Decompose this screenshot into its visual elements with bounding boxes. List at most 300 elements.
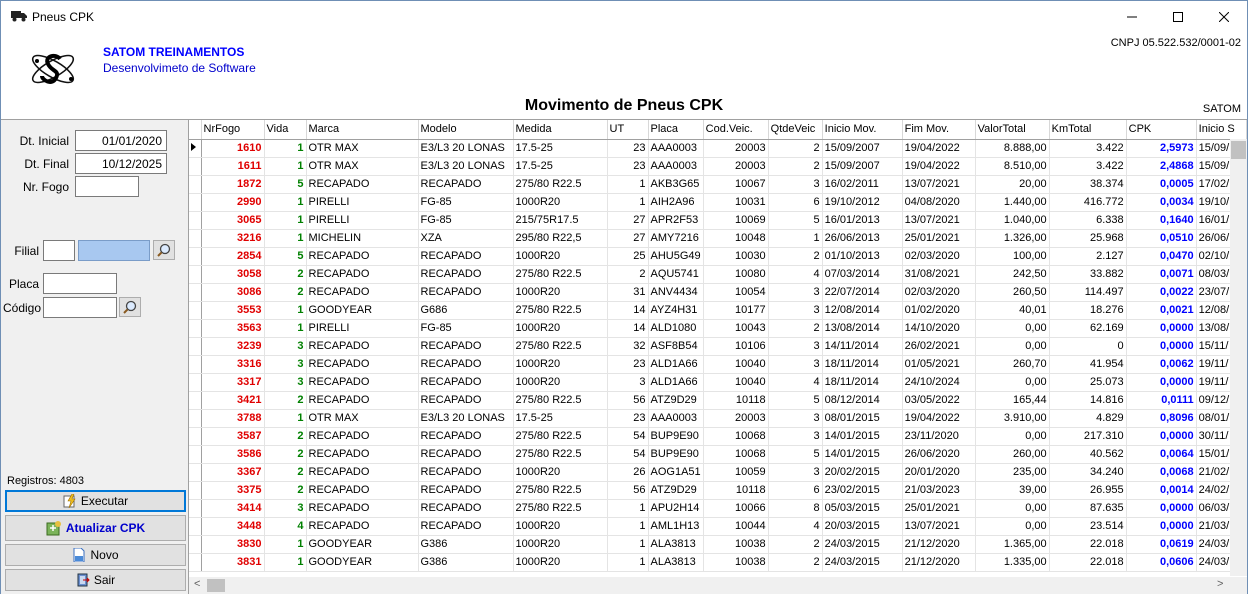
horizontal-scrollbar[interactable] — [189, 577, 1247, 594]
row-indicator[interactable] — [189, 409, 201, 427]
cell-inicio-s[interactable]: 23/07/ — [1196, 283, 1246, 301]
minimize-button[interactable] — [1109, 1, 1155, 33]
cell-inicio-mov[interactable]: 24/03/2015 — [822, 553, 902, 571]
cell-ut[interactable]: 25 — [607, 247, 648, 265]
table-row[interactable] — [189, 193, 1246, 211]
table-row[interactable] — [189, 211, 1246, 229]
cell-ut[interactable]: 31 — [607, 283, 648, 301]
cell-placa[interactable]: AMY7216 — [648, 229, 703, 247]
cell-medida[interactable]: 17.5-25 — [513, 139, 607, 157]
cell-fim-mov[interactable]: 20/01/2020 — [902, 463, 975, 481]
cell-ut[interactable]: 2 — [607, 265, 648, 283]
cell-qtde-veic[interactable]: 8 — [768, 499, 822, 517]
cell-valor-total[interactable]: 165,44 — [975, 391, 1049, 409]
column-header-marca[interactable]: Marca — [306, 120, 418, 139]
table-row[interactable] — [189, 319, 1246, 337]
cell-marca[interactable]: RECAPADO — [306, 463, 418, 481]
cell-nrfogo[interactable]: 3086 — [201, 283, 264, 301]
column-header-cod-veic[interactable]: Cod.Veic. — [703, 120, 768, 139]
cell-cod-veic[interactable]: 10054 — [703, 283, 768, 301]
cell-placa[interactable]: AKB3G65 — [648, 175, 703, 193]
cell-inicio-s[interactable]: 17/02/ — [1196, 175, 1246, 193]
table-row[interactable] — [189, 409, 1246, 427]
cell-ut[interactable]: 56 — [607, 391, 648, 409]
cell-inicio-s[interactable]: 24/03/ — [1196, 535, 1246, 553]
cell-km-total[interactable]: 3.422 — [1049, 157, 1126, 175]
column-header-medida[interactable]: Medida — [513, 120, 607, 139]
horizontal-scroll-thumb[interactable] — [207, 579, 225, 592]
cell-nrfogo[interactable]: 3316 — [201, 355, 264, 373]
cell-inicio-s[interactable]: 02/10/ — [1196, 247, 1246, 265]
cell-cod-veic[interactable]: 10177 — [703, 301, 768, 319]
cell-modelo[interactable]: E3/L3 20 LONAS — [418, 409, 513, 427]
cell-placa[interactable]: ALD1A66 — [648, 373, 703, 391]
row-indicator[interactable] — [189, 373, 201, 391]
cell-medida[interactable]: 1000R20 — [513, 517, 607, 535]
column-header-inicio-mov[interactable]: Inicio Mov. — [822, 120, 902, 139]
cell-cpk[interactable]: 0,8096 — [1126, 409, 1196, 427]
cell-cpk[interactable]: 0,0000 — [1126, 499, 1196, 517]
cell-ut[interactable]: 26 — [607, 463, 648, 481]
row-indicator[interactable] — [189, 301, 201, 319]
table-row[interactable] — [189, 553, 1246, 571]
cell-marca[interactable]: RECAPADO — [306, 517, 418, 535]
row-indicator[interactable] — [189, 247, 201, 265]
cell-placa[interactable]: ALD1080 — [648, 319, 703, 337]
cell-valor-total[interactable]: 3.910,00 — [975, 409, 1049, 427]
row-indicator[interactable] — [189, 139, 201, 157]
cell-qtde-veic[interactable]: 3 — [768, 283, 822, 301]
cell-qtde-veic[interactable]: 3 — [768, 409, 822, 427]
cell-medida[interactable]: 295/80 R22,5 — [513, 229, 607, 247]
cell-cod-veic[interactable]: 10068 — [703, 427, 768, 445]
cell-inicio-s[interactable]: 16/01/ — [1196, 211, 1246, 229]
cell-inicio-s[interactable]: 24/02/ — [1196, 481, 1246, 499]
cell-ut[interactable]: 23 — [607, 355, 648, 373]
cell-inicio-mov[interactable]: 20/02/2015 — [822, 463, 902, 481]
vertical-scroll-thumb[interactable] — [1231, 141, 1246, 159]
table-row[interactable] — [189, 157, 1246, 175]
cell-fim-mov[interactable]: 19/04/2022 — [902, 139, 975, 157]
cell-qtde-veic[interactable]: 6 — [768, 481, 822, 499]
cell-cpk[interactable]: 0,0034 — [1126, 193, 1196, 211]
row-indicator[interactable] — [189, 355, 201, 373]
cell-vida[interactable]: 3 — [264, 499, 306, 517]
codigo-search-button[interactable] — [119, 297, 141, 317]
cell-nrfogo[interactable]: 3414 — [201, 499, 264, 517]
cell-modelo[interactable]: RECAPADO — [418, 337, 513, 355]
cell-medida[interactable]: 275/80 R22.5 — [513, 391, 607, 409]
cell-inicio-mov[interactable]: 24/03/2015 — [822, 535, 902, 553]
cell-inicio-mov[interactable]: 14/01/2015 — [822, 427, 902, 445]
cell-medida[interactable]: 275/80 R22.5 — [513, 481, 607, 499]
cell-ut[interactable]: 1 — [607, 517, 648, 535]
cell-cod-veic[interactable]: 10106 — [703, 337, 768, 355]
table-row[interactable] — [189, 535, 1246, 553]
cell-inicio-s[interactable]: 09/12/ — [1196, 391, 1246, 409]
cell-inicio-mov[interactable]: 16/01/2013 — [822, 211, 902, 229]
cell-marca[interactable]: RECAPADO — [306, 427, 418, 445]
cell-nrfogo[interactable]: 2854 — [201, 247, 264, 265]
cell-fim-mov[interactable]: 26/06/2020 — [902, 445, 975, 463]
cell-inicio-mov[interactable]: 15/09/2007 — [822, 139, 902, 157]
cell-medida[interactable]: 1000R20 — [513, 247, 607, 265]
cell-medida[interactable]: 275/80 R22.5 — [513, 427, 607, 445]
row-indicator[interactable] — [189, 175, 201, 193]
cell-qtde-veic[interactable]: 3 — [768, 301, 822, 319]
cell-marca[interactable]: GOODYEAR — [306, 553, 418, 571]
cell-km-total[interactable]: 22.018 — [1049, 553, 1126, 571]
cell-marca[interactable]: GOODYEAR — [306, 301, 418, 319]
cell-inicio-mov[interactable]: 14/11/2014 — [822, 337, 902, 355]
cell-cod-veic[interactable]: 10040 — [703, 373, 768, 391]
cell-qtde-veic[interactable]: 1 — [768, 229, 822, 247]
cell-marca[interactable]: RECAPADO — [306, 283, 418, 301]
cell-km-total[interactable]: 0 — [1049, 337, 1126, 355]
close-button[interactable] — [1201, 1, 1247, 33]
cell-fim-mov[interactable]: 04/08/2020 — [902, 193, 975, 211]
cell-nrfogo[interactable]: 3553 — [201, 301, 264, 319]
cell-modelo[interactable]: RECAPADO — [418, 265, 513, 283]
cell-qtde-veic[interactable]: 3 — [768, 463, 822, 481]
column-header-cpk[interactable]: CPK — [1126, 120, 1196, 139]
cell-vida[interactable]: 1 — [264, 193, 306, 211]
cell-vida[interactable]: 3 — [264, 355, 306, 373]
cell-valor-total[interactable]: 1.365,00 — [975, 535, 1049, 553]
data-grid[interactable] — [188, 119, 1247, 594]
cell-modelo[interactable]: RECAPADO — [418, 283, 513, 301]
cell-cpk[interactable]: 0,0470 — [1126, 247, 1196, 265]
cell-cpk[interactable]: 2,4868 — [1126, 157, 1196, 175]
nr-fogo-input[interactable] — [75, 176, 139, 197]
cell-inicio-s[interactable]: 15/09/ — [1196, 157, 1246, 175]
column-header-ut[interactable]: UT — [607, 120, 648, 139]
cell-nrfogo[interactable]: 3367 — [201, 463, 264, 481]
cell-modelo[interactable]: G686 — [418, 301, 513, 319]
sair-button[interactable] — [5, 569, 186, 591]
cell-ut[interactable]: 1 — [607, 175, 648, 193]
cell-modelo[interactable]: E3/L3 20 LONAS — [418, 157, 513, 175]
cell-valor-total[interactable]: 8.888,00 — [975, 139, 1049, 157]
cell-cpk[interactable]: 0,0000 — [1126, 319, 1196, 337]
cell-placa[interactable]: BUP9E90 — [648, 427, 703, 445]
cell-vida[interactable]: 2 — [264, 481, 306, 499]
cell-qtde-veic[interactable]: 2 — [768, 157, 822, 175]
cell-inicio-s[interactable]: 21/02/ — [1196, 463, 1246, 481]
cell-modelo[interactable]: RECAPADO — [418, 517, 513, 535]
cell-inicio-s[interactable]: 15/11/ — [1196, 337, 1246, 355]
cell-cod-veic[interactable]: 10038 — [703, 553, 768, 571]
cell-ut[interactable]: 56 — [607, 481, 648, 499]
row-indicator[interactable] — [189, 553, 201, 571]
cell-placa[interactable]: AAA0003 — [648, 157, 703, 175]
cell-km-total[interactable]: 18.276 — [1049, 301, 1126, 319]
cell-cpk[interactable]: 0,0064 — [1126, 445, 1196, 463]
cell-placa[interactable]: AML1H13 — [648, 517, 703, 535]
cell-ut[interactable]: 32 — [607, 337, 648, 355]
row-indicator[interactable] — [189, 229, 201, 247]
cell-medida[interactable]: 275/80 R22.5 — [513, 499, 607, 517]
cell-nrfogo[interactable]: 3448 — [201, 517, 264, 535]
cell-vida[interactable]: 1 — [264, 409, 306, 427]
cell-placa[interactable]: AAA0003 — [648, 139, 703, 157]
cell-placa[interactable]: ALD1A66 — [648, 355, 703, 373]
cell-km-total[interactable]: 416.772 — [1049, 193, 1126, 211]
cell-medida[interactable]: 275/80 R22.5 — [513, 337, 607, 355]
cell-placa[interactable]: AIH2A96 — [648, 193, 703, 211]
scroll-right-icon[interactable]: > — [1217, 578, 1224, 590]
cell-valor-total[interactable]: 260,50 — [975, 283, 1049, 301]
filial-input[interactable] — [43, 240, 75, 261]
cell-cod-veic[interactable]: 10066 — [703, 499, 768, 517]
cell-km-total[interactable]: 41.954 — [1049, 355, 1126, 373]
cell-marca[interactable]: RECAPADO — [306, 481, 418, 499]
cell-medida[interactable]: 17.5-25 — [513, 157, 607, 175]
cell-vida[interactable]: 1 — [264, 229, 306, 247]
row-indicator[interactable] — [189, 211, 201, 229]
cell-nrfogo[interactable]: 3421 — [201, 391, 264, 409]
cell-inicio-mov[interactable]: 19/10/2012 — [822, 193, 902, 211]
codigo-input[interactable] — [43, 297, 117, 318]
cell-nrfogo[interactable]: 1872 — [201, 175, 264, 193]
cell-ut[interactable]: 1 — [607, 535, 648, 553]
atualizar-cpk-button[interactable] — [5, 515, 186, 541]
cell-valor-total[interactable]: 0,00 — [975, 373, 1049, 391]
cell-valor-total[interactable]: 1.440,00 — [975, 193, 1049, 211]
cell-cod-veic[interactable]: 10048 — [703, 229, 768, 247]
table-row[interactable] — [189, 301, 1246, 319]
maximize-button[interactable] — [1155, 1, 1201, 33]
cell-inicio-s[interactable]: 24/03/ — [1196, 553, 1246, 571]
cell-cpk[interactable]: 0,0022 — [1126, 283, 1196, 301]
cell-cod-veic[interactable]: 10059 — [703, 463, 768, 481]
cell-nrfogo[interactable]: 3788 — [201, 409, 264, 427]
cell-medida[interactable]: 1000R20 — [513, 283, 607, 301]
cell-cod-veic[interactable]: 10067 — [703, 175, 768, 193]
column-header-km-total[interactable]: KmTotal — [1049, 120, 1126, 139]
cell-valor-total[interactable]: 39,00 — [975, 481, 1049, 499]
row-indicator[interactable] — [189, 517, 201, 535]
cell-ut[interactable]: 27 — [607, 211, 648, 229]
cell-ut[interactable]: 14 — [607, 301, 648, 319]
cell-vida[interactable]: 5 — [264, 247, 306, 265]
cell-cpk[interactable]: 0,0062 — [1126, 355, 1196, 373]
row-indicator[interactable] — [189, 283, 201, 301]
cell-vida[interactable]: 2 — [264, 427, 306, 445]
cell-nrfogo[interactable]: 1611 — [201, 157, 264, 175]
cell-vida[interactable]: 1 — [264, 157, 306, 175]
cell-fim-mov[interactable]: 21/12/2020 — [902, 535, 975, 553]
cell-placa[interactable]: ATZ9D29 — [648, 391, 703, 409]
cell-cod-veic[interactable]: 20003 — [703, 157, 768, 175]
novo-button[interactable] — [5, 544, 186, 566]
cell-marca[interactable]: RECAPADO — [306, 175, 418, 193]
cell-medida[interactable]: 1000R20 — [513, 355, 607, 373]
cell-fim-mov[interactable]: 13/07/2021 — [902, 517, 975, 535]
cell-placa[interactable]: AHU5G49 — [648, 247, 703, 265]
filial-search-button[interactable] — [153, 240, 175, 260]
cell-inicio-mov[interactable]: 23/02/2015 — [822, 481, 902, 499]
cell-inicio-mov[interactable]: 18/11/2014 — [822, 355, 902, 373]
cell-qtde-veic[interactable]: 4 — [768, 265, 822, 283]
cell-ut[interactable]: 1 — [607, 193, 648, 211]
table-row[interactable] — [189, 337, 1246, 355]
cell-inicio-s[interactable]: 08/01/ — [1196, 409, 1246, 427]
cell-vida[interactable]: 1 — [264, 535, 306, 553]
cell-inicio-s[interactable]: 06/03/ — [1196, 499, 1246, 517]
cell-vida[interactable]: 4 — [264, 517, 306, 535]
table-row[interactable] — [189, 175, 1246, 193]
cell-fim-mov[interactable]: 21/12/2020 — [902, 553, 975, 571]
cell-ut[interactable]: 3 — [607, 373, 648, 391]
cell-cod-veic[interactable]: 10040 — [703, 355, 768, 373]
cell-cod-veic[interactable]: 10069 — [703, 211, 768, 229]
cell-inicio-mov[interactable]: 22/07/2014 — [822, 283, 902, 301]
cell-valor-total[interactable]: 0,00 — [975, 427, 1049, 445]
cell-km-total[interactable]: 22.018 — [1049, 535, 1126, 553]
cell-ut[interactable]: 23 — [607, 409, 648, 427]
cell-fim-mov[interactable]: 26/02/2021 — [902, 337, 975, 355]
cell-marca[interactable]: RECAPADO — [306, 337, 418, 355]
dt-final-input[interactable]: 10/12/2025 — [75, 153, 167, 174]
cell-cpk[interactable]: 0,0071 — [1126, 265, 1196, 283]
table-row[interactable] — [189, 373, 1246, 391]
dt-inicial-input[interactable]: 01/01/2020 — [75, 130, 167, 151]
table-row[interactable] — [189, 481, 1246, 499]
column-header-inicio-s[interactable]: Inicio S — [1196, 120, 1246, 139]
cell-fim-mov[interactable]: 02/03/2020 — [902, 283, 975, 301]
cell-qtde-veic[interactable]: 5 — [768, 391, 822, 409]
cell-vida[interactable]: 2 — [264, 265, 306, 283]
cell-valor-total[interactable]: 260,00 — [975, 445, 1049, 463]
cell-km-total[interactable]: 34.240 — [1049, 463, 1126, 481]
row-indicator[interactable] — [189, 535, 201, 553]
cell-inicio-mov[interactable]: 16/02/2011 — [822, 175, 902, 193]
cell-inicio-s[interactable]: 19/11/ — [1196, 355, 1246, 373]
cell-placa[interactable]: BUP9E90 — [648, 445, 703, 463]
cell-marca[interactable]: RECAPADO — [306, 355, 418, 373]
column-header-fim-mov[interactable]: Fim Mov. — [902, 120, 975, 139]
cell-modelo[interactable]: RECAPADO — [418, 247, 513, 265]
cell-valor-total[interactable]: 1.335,00 — [975, 553, 1049, 571]
cell-vida[interactable]: 3 — [264, 337, 306, 355]
cell-cod-veic[interactable]: 10080 — [703, 265, 768, 283]
cell-placa[interactable]: ALA3813 — [648, 535, 703, 553]
table-row[interactable] — [189, 427, 1246, 445]
cell-modelo[interactable]: RECAPADO — [418, 499, 513, 517]
cell-placa[interactable]: APU2H14 — [648, 499, 703, 517]
cell-inicio-mov[interactable]: 07/03/2014 — [822, 265, 902, 283]
table-row[interactable] — [189, 499, 1246, 517]
cell-inicio-s[interactable]: 19/11/ — [1196, 373, 1246, 391]
cell-cod-veic[interactable]: 10118 — [703, 481, 768, 499]
cell-vida[interactable]: 2 — [264, 445, 306, 463]
cell-qtde-veic[interactable]: 5 — [768, 445, 822, 463]
cell-nrfogo[interactable]: 3058 — [201, 265, 264, 283]
cell-nrfogo[interactable]: 3065 — [201, 211, 264, 229]
cell-inicio-mov[interactable]: 08/12/2014 — [822, 391, 902, 409]
cell-cod-veic[interactable]: 20003 — [703, 409, 768, 427]
cell-medida[interactable]: 1000R20 — [513, 553, 607, 571]
cell-marca[interactable]: OTR MAX — [306, 139, 418, 157]
column-header-valor-total[interactable]: ValorTotal — [975, 120, 1049, 139]
cell-placa[interactable]: ANV4434 — [648, 283, 703, 301]
cell-vida[interactable]: 1 — [264, 301, 306, 319]
table-row[interactable] — [189, 517, 1246, 535]
cell-nrfogo[interactable]: 3586 — [201, 445, 264, 463]
placa-input[interactable] — [43, 273, 117, 294]
cell-marca[interactable]: PIRELLI — [306, 319, 418, 337]
cell-placa[interactable]: AQU5741 — [648, 265, 703, 283]
cell-medida[interactable]: 17.5-25 — [513, 409, 607, 427]
cell-fim-mov[interactable]: 24/10/2024 — [902, 373, 975, 391]
column-header-modelo[interactable]: Modelo — [418, 120, 513, 139]
cell-cpk[interactable]: 0,0606 — [1126, 553, 1196, 571]
cell-km-total[interactable]: 38.374 — [1049, 175, 1126, 193]
cell-valor-total[interactable]: 0,00 — [975, 319, 1049, 337]
cell-cpk[interactable]: 0,0619 — [1126, 535, 1196, 553]
cell-vida[interactable]: 2 — [264, 463, 306, 481]
cell-cpk[interactable]: 0,1640 — [1126, 211, 1196, 229]
cell-inicio-s[interactable]: 30/11/ — [1196, 427, 1246, 445]
table-row[interactable] — [189, 463, 1246, 481]
cell-qtde-veic[interactable]: 4 — [768, 517, 822, 535]
cell-km-total[interactable]: 6.338 — [1049, 211, 1126, 229]
cell-qtde-veic[interactable]: 2 — [768, 553, 822, 571]
cell-cod-veic[interactable]: 10038 — [703, 535, 768, 553]
cell-medida[interactable]: 215/75R17.5 — [513, 211, 607, 229]
cell-marca[interactable]: GOODYEAR — [306, 535, 418, 553]
table-row[interactable] — [189, 355, 1246, 373]
cell-vida[interactable]: 3 — [264, 373, 306, 391]
cell-modelo[interactable]: FG-85 — [418, 211, 513, 229]
cell-qtde-veic[interactable]: 3 — [768, 175, 822, 193]
column-header-nrfogo[interactable]: NrFogo — [201, 120, 264, 139]
cell-cpk[interactable]: 0,0111 — [1126, 391, 1196, 409]
cell-medida[interactable]: 1000R20 — [513, 193, 607, 211]
cell-ut[interactable]: 54 — [607, 445, 648, 463]
cell-modelo[interactable]: RECAPADO — [418, 427, 513, 445]
cell-km-total[interactable]: 23.514 — [1049, 517, 1126, 535]
cell-valor-total[interactable]: 0,00 — [975, 337, 1049, 355]
cell-inicio-mov[interactable]: 18/11/2014 — [822, 373, 902, 391]
cell-nrfogo[interactable]: 3831 — [201, 553, 264, 571]
cell-cod-veic[interactable]: 10118 — [703, 391, 768, 409]
cell-qtde-veic[interactable]: 2 — [768, 319, 822, 337]
cell-cod-veic[interactable]: 10030 — [703, 247, 768, 265]
cell-nrfogo[interactable]: 3587 — [201, 427, 264, 445]
cell-marca[interactable]: RECAPADO — [306, 247, 418, 265]
cell-modelo[interactable]: RECAPADO — [418, 175, 513, 193]
cell-marca[interactable]: RECAPADO — [306, 499, 418, 517]
cell-marca[interactable]: RECAPADO — [306, 373, 418, 391]
cell-ut[interactable]: 1 — [607, 553, 648, 571]
cell-valor-total[interactable]: 242,50 — [975, 265, 1049, 283]
cell-modelo[interactable]: RECAPADO — [418, 355, 513, 373]
table-row[interactable] — [189, 139, 1246, 157]
cell-inicio-mov[interactable]: 26/06/2013 — [822, 229, 902, 247]
cell-qtde-veic[interactable]: 2 — [768, 535, 822, 553]
cell-inicio-mov[interactable]: 13/08/2014 — [822, 319, 902, 337]
cell-fim-mov[interactable]: 31/08/2021 — [902, 265, 975, 283]
table-row[interactable] — [189, 283, 1246, 301]
cell-qtde-veic[interactable]: 2 — [768, 139, 822, 157]
cell-inicio-mov[interactable]: 05/03/2015 — [822, 499, 902, 517]
cell-fim-mov[interactable]: 01/02/2020 — [902, 301, 975, 319]
row-indicator[interactable] — [189, 391, 201, 409]
cell-cod-veic[interactable]: 10068 — [703, 445, 768, 463]
cell-inicio-mov[interactable]: 20/03/2015 — [822, 517, 902, 535]
